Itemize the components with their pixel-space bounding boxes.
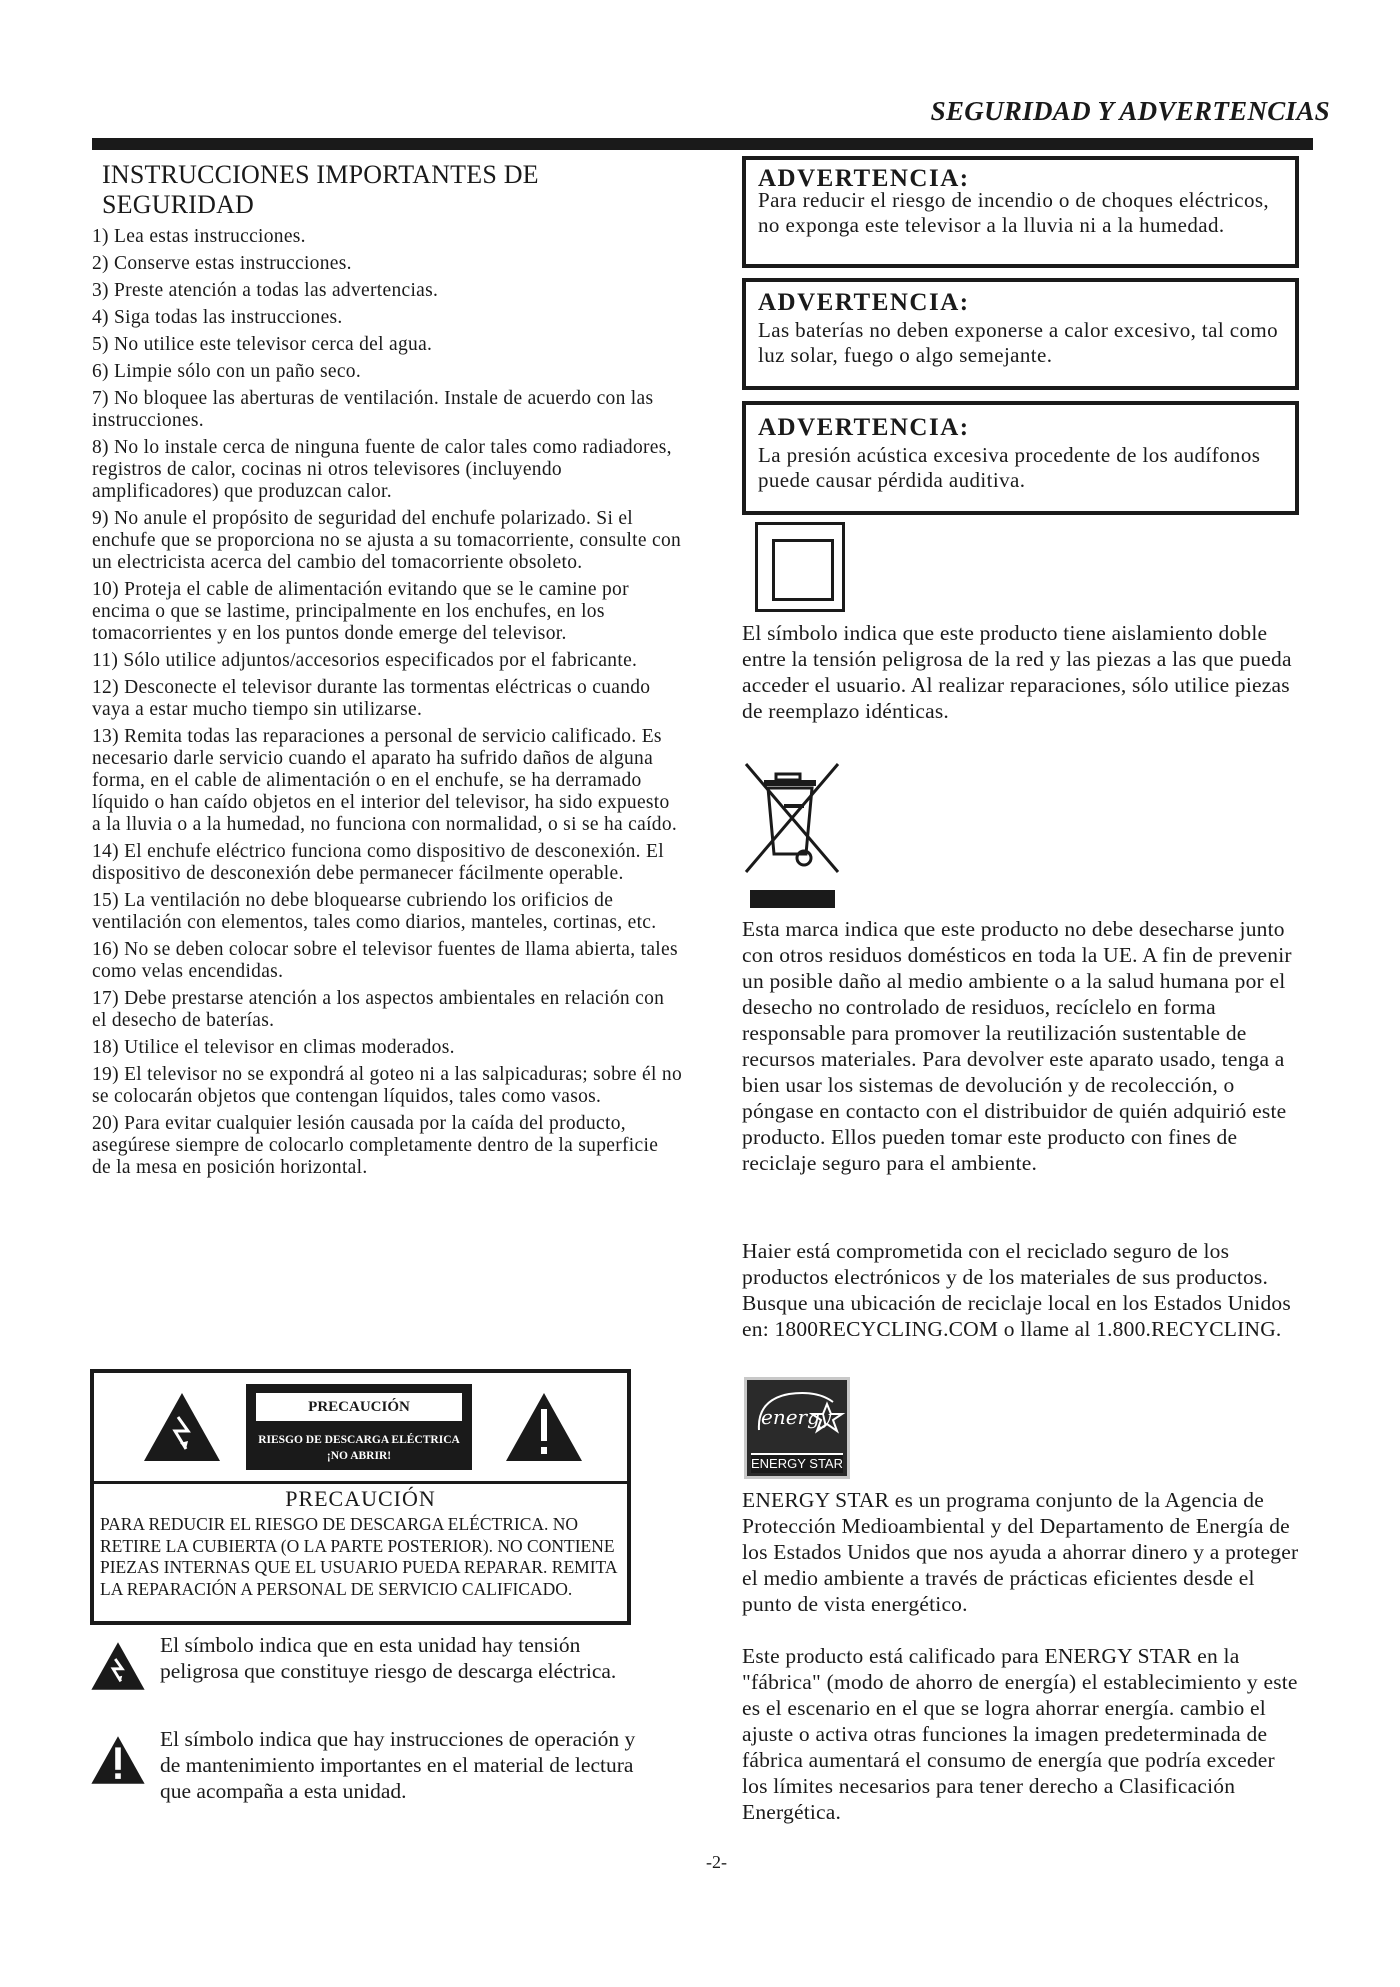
exclamation-warning-icon (90, 1734, 146, 1786)
instruction-item: 8) No lo instale cerca de ninguna fuente de calor tales como radiadores, registros de calor, cocinas ni otros televisores (incluyendo amplificadores) que produzcan calor. (92, 437, 672, 502)
energy-star-text: ENERGY STAR es un programa conjunto de la Agencia de Protección Medioambiental y del Departamento de Energía de los Estados Unidos que nos ayuda a ahorrar dinero y a proteger el medio ambiente a través de prácticas eficientes desde el punto de vista energético. (742, 1488, 1299, 1616)
warning-box-rain (742, 156, 1299, 268)
haier-recycling-text: Haier está comprometida con el reciclado seguro de los productos electrónicos y de los materiales de sus productos. Busque una ubicación de reciclaje local en los Estados Unidos en: 1800RECYCLING.COM o llame al 1.800.RECYCLING. (742, 1239, 1291, 1341)
energy-star-logo (744, 1377, 850, 1479)
instruction-item: 20) Para evitar cualquier lesión causada por la caída del producto, asegúrese siempre de colocarlo completamente dentro de la superficie de la mesa en posición horizontal. (92, 1113, 659, 1178)
crossed-out-bin-icon (742, 760, 842, 880)
safety-instructions-title: INSTRUCCIONES IMPORTANTES DE SEGURIDAD (102, 160, 539, 219)
lightning-warning-icon (90, 1640, 146, 1692)
exclamation-warning-icon (504, 1391, 584, 1463)
caution-plate-title: PRECAUCIÓN (256, 1393, 462, 1421)
instruction-item: 11) Sólo utilice adjuntos/accesorios especificados por el fabricante. (92, 650, 638, 671)
svg-text:energy: energy (761, 1405, 832, 1429)
page-header-title: SEGURIDAD Y ADVERTENCIAS (930, 96, 1330, 126)
instruction-item: 14) El enchufe eléctrico funciona como dispositivo de desconexión. El dispositivo de desconexión debe permanecer fácilmente operable. (92, 841, 664, 884)
lightning-symbol-explanation (90, 1632, 650, 1684)
instruction-item: 1) Lea estas instrucciones. (92, 226, 306, 247)
instruction-item: 10) Proteja el cable de alimentación evitando que se le camine por encima o que se lastime, principalmente en los enchufes, en los tomacorrientes y en los puntos donde emerge del televisor. (92, 579, 629, 644)
instruction-item: 16) No se deben colocar sobre el televisor fuentes de llama abierta, tales como velas encendidas. (92, 939, 678, 982)
lightning-warning-icon (142, 1391, 222, 1463)
instruction-item: 4) Siga todas las instrucciones. (92, 307, 343, 328)
instruction-item: 15) La ventilación no debe bloquearse cubriendo los orificios de ventilación con elementos, tales como diarios, manteles, cortinas, etc. (92, 890, 657, 933)
warning-text: Para reducir el riesgo de incendio o de choques eléctricos, no exponga este televisor a la lluvia ni a la humedad. (758, 188, 1270, 237)
caution-text: PARA REDUCIR EL RIESGO DE DESCARGA ELÉCTRICA. NO RETIRE LA CUBIERTA (O LA PARTE POSTERIOR). NO CONTIENE PIEZAS INTERNAS QUE EL USUARIO PUEDA REPARAR. REMITA LA REPARACIÓN A PERSONAL DE SERVICIO CALIFICADO. (100, 1514, 617, 1599)
weee-bar (750, 890, 835, 908)
caution-plate-do-not-open: ¡NO ABRIR! (326, 1450, 392, 1462)
instruction-item: 2) Conserve estas instrucciones. (92, 253, 352, 274)
safety-instructions-list (92, 226, 682, 1179)
weee-text: Esta marca indica que este producto no debe desecharse junto con otros residuos domésticos en toda la UE. A fin de prevenir un posible daño al medio ambiente o a la salud humana por el desecho no controlado de residuos, recíclelo en forma responsable para promover la reutilización sustentable de recursos materiales. Para devolver este aparato usado, tenga a bien usar los sistemas de devolución y de recolección, o póngase en contacto con el distribuidor de quién adquirió este producto. Ellos pueden tomar este producto con fines de reciclaje seguro para el ambiente. (742, 917, 1292, 1175)
instruction-item: 13) Remita todas las reparaciones a personal de servicio calificado. Es necesario darle servicio cuando el aparato ha sufrido daños de alguna forma, en el cable de alimentación o en el enchufe, se ha derramado líquido o han caído objetos en el interior del televisor, ha sido expuesto a la lluvia o a la humedad, no funciona con normalidad, o si se ha caído. (92, 726, 678, 835)
header-rule (92, 138, 1313, 150)
instruction-item: 17) Debe prestarse atención a los aspectos ambientales en relación con el desecho de baterías. (92, 988, 665, 1031)
warning-box-hearing (742, 401, 1299, 515)
page-number: -2- (706, 1852, 727, 1872)
instruction-item: 18) Utilice el televisor en climas moderados. (92, 1037, 455, 1058)
caution-heading: PRECAUCIÓN (285, 1486, 436, 1511)
warning-title: ADVERTENCIA: (758, 165, 970, 192)
warning-text: La presión acústica excesiva procedente de los audífonos puede causar pérdida auditiva. (758, 443, 1261, 492)
exclamation-symbol-text: El símbolo indica que hay instrucciones de operación y de mantenimiento importantes en el material de lectura que acompaña a esta unidad. (160, 1727, 636, 1803)
double-insulation-icon (755, 522, 845, 612)
energy-star-qualification-text: Este producto está calificado para ENERGY STAR en la "fábrica" (modo de ahorro de energía) el establecimiento y este es el escenario en el que se logra ahorrar energía. cambio el ajuste o activa otras funciones la imagen predeterminada de fábrica aumentará el consumo de energía que podría exceder los límites necesarios para tener derecho a Clasificación Energética. (742, 1644, 1298, 1824)
instruction-item: 7) No bloquee las aberturas de ventilación. Instale de acuerdo con las instrucciones. (92, 388, 654, 431)
caution-label-box (90, 1369, 631, 1625)
instruction-item: 12) Desconecte el televisor durante las tormentas eléctricas o cuando vaya a estar mucho tiempo sin utilizarse. (92, 677, 651, 720)
warning-title: ADVERTENCIA: (758, 414, 970, 441)
instruction-item: 9) No anule el propósito de seguridad del enchufe polarizado. Si el enchufe que se proporciona no se ajusta a su tomacorriente, consulte con un electricista acerca del cambio del tomacorriente obsoleto. (92, 508, 682, 573)
warning-text: Las baterías no deben exponerse a calor excesivo, tal como luz solar, fuego o algo semejante. (758, 318, 1278, 367)
caution-plate (246, 1384, 472, 1470)
instruction-item: 5) No utilice este televisor cerca del agua. (92, 334, 433, 355)
energy-star-icon (747, 1380, 847, 1450)
energy-star-label: ENERGY STAR (751, 1453, 843, 1473)
double-insulation-text: El símbolo indica que este producto tiene aislamiento doble entre la tensión peligrosa de la red y las piezas a las que pueda acceder el usuario. Al realizar reparaciones, sólo utilice piezas de reemplazo idénticas. (742, 621, 1292, 723)
caution-label-graphic (94, 1373, 627, 1484)
warning-title: ADVERTENCIA: (758, 289, 970, 316)
instruction-item: 3) Preste atención a todas las advertencias. (92, 280, 439, 301)
instruction-item: 6) Limpie sólo con un paño seco. (92, 361, 362, 382)
safety-instructions-section (92, 160, 682, 1184)
lightning-symbol-text: El símbolo indica que en esta unidad hay tensión peligrosa que constituye riesgo de descarga eléctrica. (160, 1633, 617, 1683)
exclamation-symbol-explanation (90, 1726, 650, 1804)
caution-plate-risk: RIESGO DE DESCARGA ELÉCTRICA (258, 1434, 460, 1446)
instruction-item: 19) El televisor no se expondrá al goteo ni a las salpicaduras; sobre él no se colocarán objetos que contengan líquidos, tales como vasos. (92, 1064, 682, 1107)
warning-box-batteries (742, 278, 1299, 390)
